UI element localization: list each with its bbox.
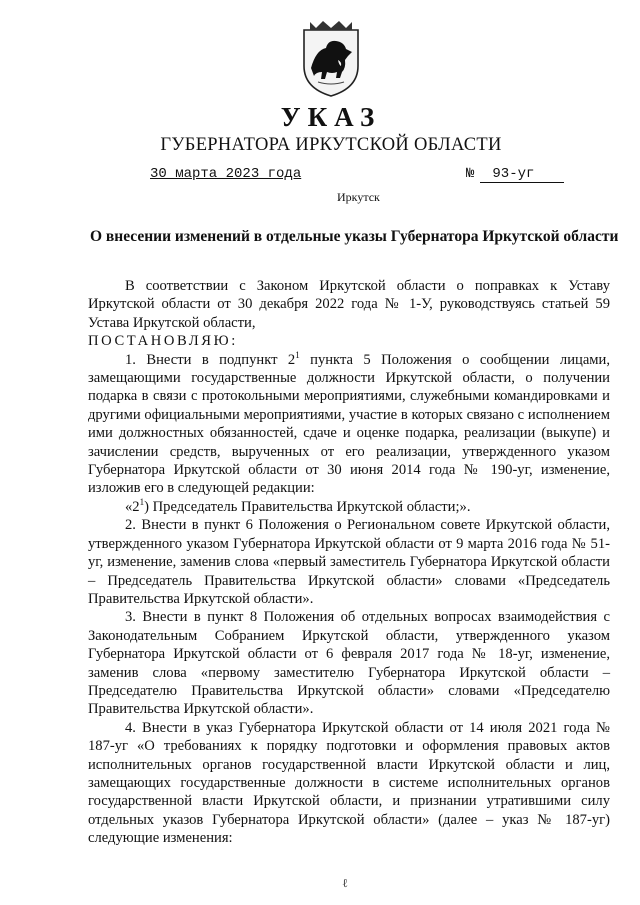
paragraph-2: 2. Внести в пункт 6 Положения о Региональном совете Иркутской области, утвержденного указом Губернатора Иркутской области от 9 марта 2016 года № 51-уг, изменение, заменив слова «первый заместитель Губернатора Иркутской области – Председатель Правительства Иркутской области» словами «Председатель Правительства Иркутской области».: [88, 517, 610, 607]
number-label: №: [466, 166, 475, 182]
coat-of-arms-icon: [296, 16, 366, 100]
paragraph-4: 4. Внести в указ Губернатора Иркутской области от 14 июля 2021 года № 187-уг «О требованиях к порядку подготовки и оформления правовых актов исполнительных органов государственной власти Иркутской области и лиц, замещающих государственные должности в системе исполнительных органов государственной власти Иркутской области, и признании утратившими силу отдельных указов Губернатора Иркутской области» (далее – указ № 187-уг) следующие изменения:: [88, 719, 610, 847]
number-value: 93-уг: [480, 167, 564, 183]
quote-1: «$2^1$) Председатель Правительства Иркутской области;».: [125, 497, 471, 515]
document-city: Иркутск: [337, 190, 380, 204]
document-date: 30 марта 2023 года: [150, 166, 302, 182]
document-title: УКАЗ: [280, 102, 382, 132]
resolve-line: ПОСТАНОВЛЯЮ:: [88, 333, 238, 350]
document-heading: О внесении изменений в отдельные указы Губернатора Иркутской области: [90, 228, 619, 245]
document-number: [466, 166, 564, 183]
document-body: [88, 277, 610, 848]
paragraph-1: 1. Внести в подпункт $2^1$ пункта 5 Положения о сообщении лицами, замещающими государственные должности Иркутской области, о получении подарка в связи с протокольными мероприятиями, служебными командировками и другими официальными мероприятиями, участие в которых связано с исполнением ими должностных обязанностей, сдаче и оценке подарка, реализации (выкупе) и зачислении средств, вырученных от его реализации, утвержденного указом Губернатора Иркутской области от 30 июня 2014 года № 190-уг, изменение, изложив его в следующей редакции:: [88, 349, 610, 497]
intro-paragraph: В соответствии с Законом Иркутской области о поправках к Уставу Иркутской области от 30 декабря 2022 года № 1-У, руководствуясь статьей 59 Устава Иркутской области,: [88, 278, 610, 331]
paragraph-3: 3. Внести в пункт 8 Положения об отдельных вопросах взаимодействия с Законодательным Собранием Иркутской области, утвержденного указом Губернатора Иркутской области от 6 февраля 2017 года № 18-уг, изменение, заменив слова «первому заместителю Губернатора Иркутской области – Председателю Правительства Иркутской области» словами «Председателю Правительства Иркутской области».: [88, 609, 610, 718]
page-mark: ℓ: [342, 876, 348, 890]
issuer-title: ГУБЕРНАТОРА ИРКУТСКОЙ ОБЛАСТИ: [160, 135, 502, 155]
date-number-row: [0, 166, 640, 188]
